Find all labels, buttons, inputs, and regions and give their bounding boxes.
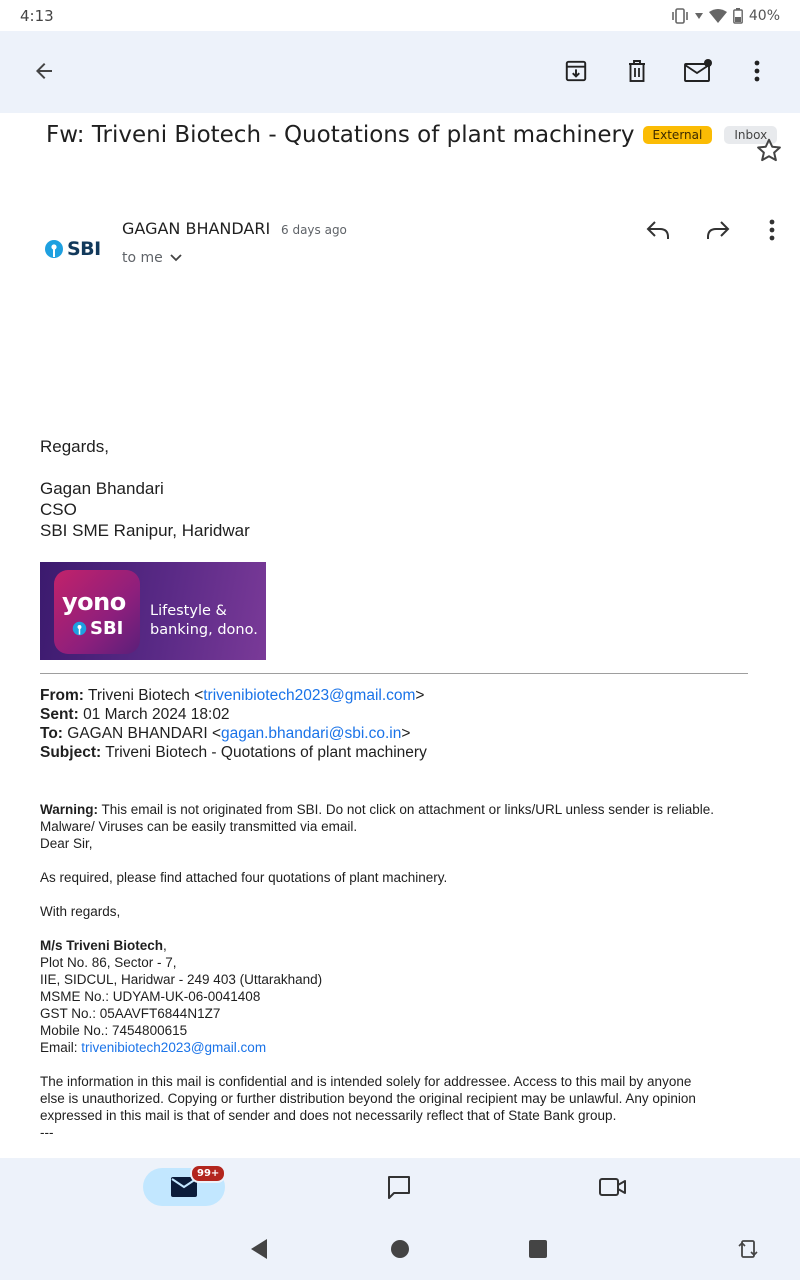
system-recents-button[interactable] [521, 1232, 555, 1266]
reply-button[interactable] [640, 212, 676, 248]
disclaimer-line3: expressed in this mail is that of sender and does not necessarily reflect that of State Bank group. [40, 1108, 617, 1123]
nav-meet-tab[interactable] [592, 1168, 634, 1206]
banner-yono-text: yono [62, 588, 126, 616]
letter-company-comma: , [163, 938, 167, 953]
back-triangle-icon [249, 1238, 269, 1260]
fwd-to-email-link[interactable]: gagan.bhandari@sbi.co.in [221, 725, 402, 742]
recipient-details-toggle[interactable] [122, 250, 183, 266]
external-label[interactable]: External [643, 126, 713, 144]
signature-name: Gagan Bhandari [40, 479, 164, 498]
fwd-to-close: > [401, 725, 411, 742]
banner-tagline [150, 602, 258, 640]
fwd-from-close: > [415, 687, 425, 704]
fwd-from-email-link[interactable]: trivenibiotech2023@gmail.com [203, 687, 416, 704]
star-icon[interactable] [754, 136, 784, 166]
sender-name[interactable]: GAGAN BHANDARI [122, 219, 271, 238]
disclaimer-line2: else is unauthorized. Copying or further distribution beyond the original recipient may be unlawful. Any opinion [40, 1091, 696, 1106]
mail-unread-icon [683, 58, 713, 84]
subject-row [46, 122, 768, 148]
letter-email-line [40, 1039, 760, 1056]
warning-line1 [40, 801, 760, 818]
trash-icon [625, 58, 649, 84]
banner-sbi-label: SBI [90, 618, 124, 639]
disclaimer-line1: The information in this mail is confidential and is intended solely for addressee. Access to this mail by anyone [40, 1074, 692, 1089]
arrow-left-icon [32, 59, 56, 83]
forward-icon [705, 219, 731, 241]
back-button[interactable] [22, 49, 66, 93]
letter-msme: MSME No.: UDYAM-UK-06-0041408 [40, 989, 261, 1004]
top-app-bar [0, 31, 800, 113]
mark-unread-button[interactable] [676, 49, 720, 93]
system-back-button[interactable] [242, 1232, 276, 1266]
system-home-button[interactable] [383, 1232, 417, 1266]
status-bar [0, 0, 800, 31]
home-circle-icon [390, 1239, 410, 1259]
letter-company: M/s Triveni Biotech [40, 938, 164, 953]
fwd-subject-line [40, 743, 427, 762]
fwd-to-line [40, 724, 410, 743]
fwd-sent-line [40, 705, 230, 724]
letter-body: As required, please find attached four quotations of plant machinery. [40, 870, 448, 885]
recents-square-icon [528, 1239, 548, 1259]
unread-count-badge: 99+ [190, 1164, 226, 1183]
letter-closing: With regards, [40, 904, 121, 919]
letter-greeting: Dear Sir, [40, 836, 93, 851]
fwd-from-label: From: [40, 687, 84, 704]
sent-time: 6 days ago [281, 223, 347, 237]
yono-banner-image[interactable] [40, 562, 266, 660]
system-navigation-bar [0, 1218, 800, 1280]
sender-avatar[interactable] [44, 238, 101, 260]
disclaimer-line4: --- [40, 1125, 54, 1140]
letter-email-label: Email: [40, 1040, 82, 1055]
vibrate-icon [671, 8, 689, 24]
sbi-logo-text: SBI [67, 238, 101, 260]
fwd-sent-value: 01 March 2024 18:02 [83, 706, 230, 723]
status-icons [671, 8, 780, 24]
status-time: 4:13 [20, 6, 54, 25]
signal-arrow-icon [695, 12, 703, 20]
battery-icon [733, 8, 743, 24]
letter-gst: GST No.: 05AAVFT6844N1Z7 [40, 1006, 221, 1021]
warning-label: Warning: [40, 802, 98, 817]
fwd-from-line [40, 686, 424, 705]
chevron-down-icon [169, 253, 183, 263]
sbi-logo-icon [72, 621, 87, 636]
delete-button[interactable] [615, 49, 659, 93]
bottom-navigation [0, 1158, 800, 1218]
letter-email-link[interactable]: trivenibiotech2023@gmail.com [81, 1040, 267, 1055]
email-subject: Fw: Triveni Biotech - Quotations of plant machinery [46, 122, 635, 148]
banner-tagline-line1: Lifestyle & [150, 603, 227, 619]
archive-icon [563, 58, 589, 84]
inbox-label[interactable]: Inbox [724, 126, 777, 144]
warning-text2: Malware/ Viruses can be easily transmitted via email. [40, 819, 358, 834]
more-options-button[interactable] [735, 49, 779, 93]
signature-title: CSO [40, 500, 77, 519]
wifi-icon [709, 9, 727, 23]
rotate-button[interactable] [731, 1232, 765, 1266]
fwd-sent-label: Sent: [40, 706, 79, 723]
letter-company-line [40, 937, 760, 954]
fwd-subject-value: Triveni Biotech - Quotations of plant machinery [105, 744, 427, 761]
letter-address2: IIE, SIDCUL, Haridwar - 249 403 (Uttarakhand) [40, 972, 323, 987]
banner-sbi-text [72, 618, 123, 639]
battery-percent: 40% [748, 7, 780, 24]
letter-mobile: Mobile No.: 7454800615 [40, 1023, 188, 1038]
letter-address1: Plot No. 86, Sector - 7, [40, 955, 177, 970]
forward-button[interactable] [700, 212, 736, 248]
fwd-from-name: Triveni Biotech < [87, 687, 204, 704]
warning-text1: This email is not originated from SBI. Do not click on attachment or links/URL unless sender is reliable. [101, 802, 715, 817]
fwd-to-name: GAGAN BHANDARI < [67, 725, 222, 742]
divider [40, 673, 748, 674]
more-vert-icon [754, 60, 760, 82]
reply-icon [645, 219, 671, 241]
banner-tagline-line2: banking, dono. [150, 622, 258, 638]
fwd-to-label: To: [40, 725, 63, 742]
signature-regards: Regards, [40, 437, 109, 456]
chat-icon [385, 1173, 413, 1201]
nav-chat-tab[interactable] [378, 1168, 420, 1206]
message-more-button[interactable] [754, 212, 790, 248]
archive-button[interactable] [554, 49, 598, 93]
recipient-text: to me [122, 250, 163, 266]
sbi-logo-icon [44, 239, 64, 259]
fwd-subject-label: Subject: [40, 744, 102, 761]
rotate-icon [738, 1238, 758, 1260]
video-icon [598, 1176, 628, 1198]
more-vert-icon [769, 219, 775, 241]
signature-branch: SBI SME Ranipur, Haridwar [40, 521, 250, 540]
